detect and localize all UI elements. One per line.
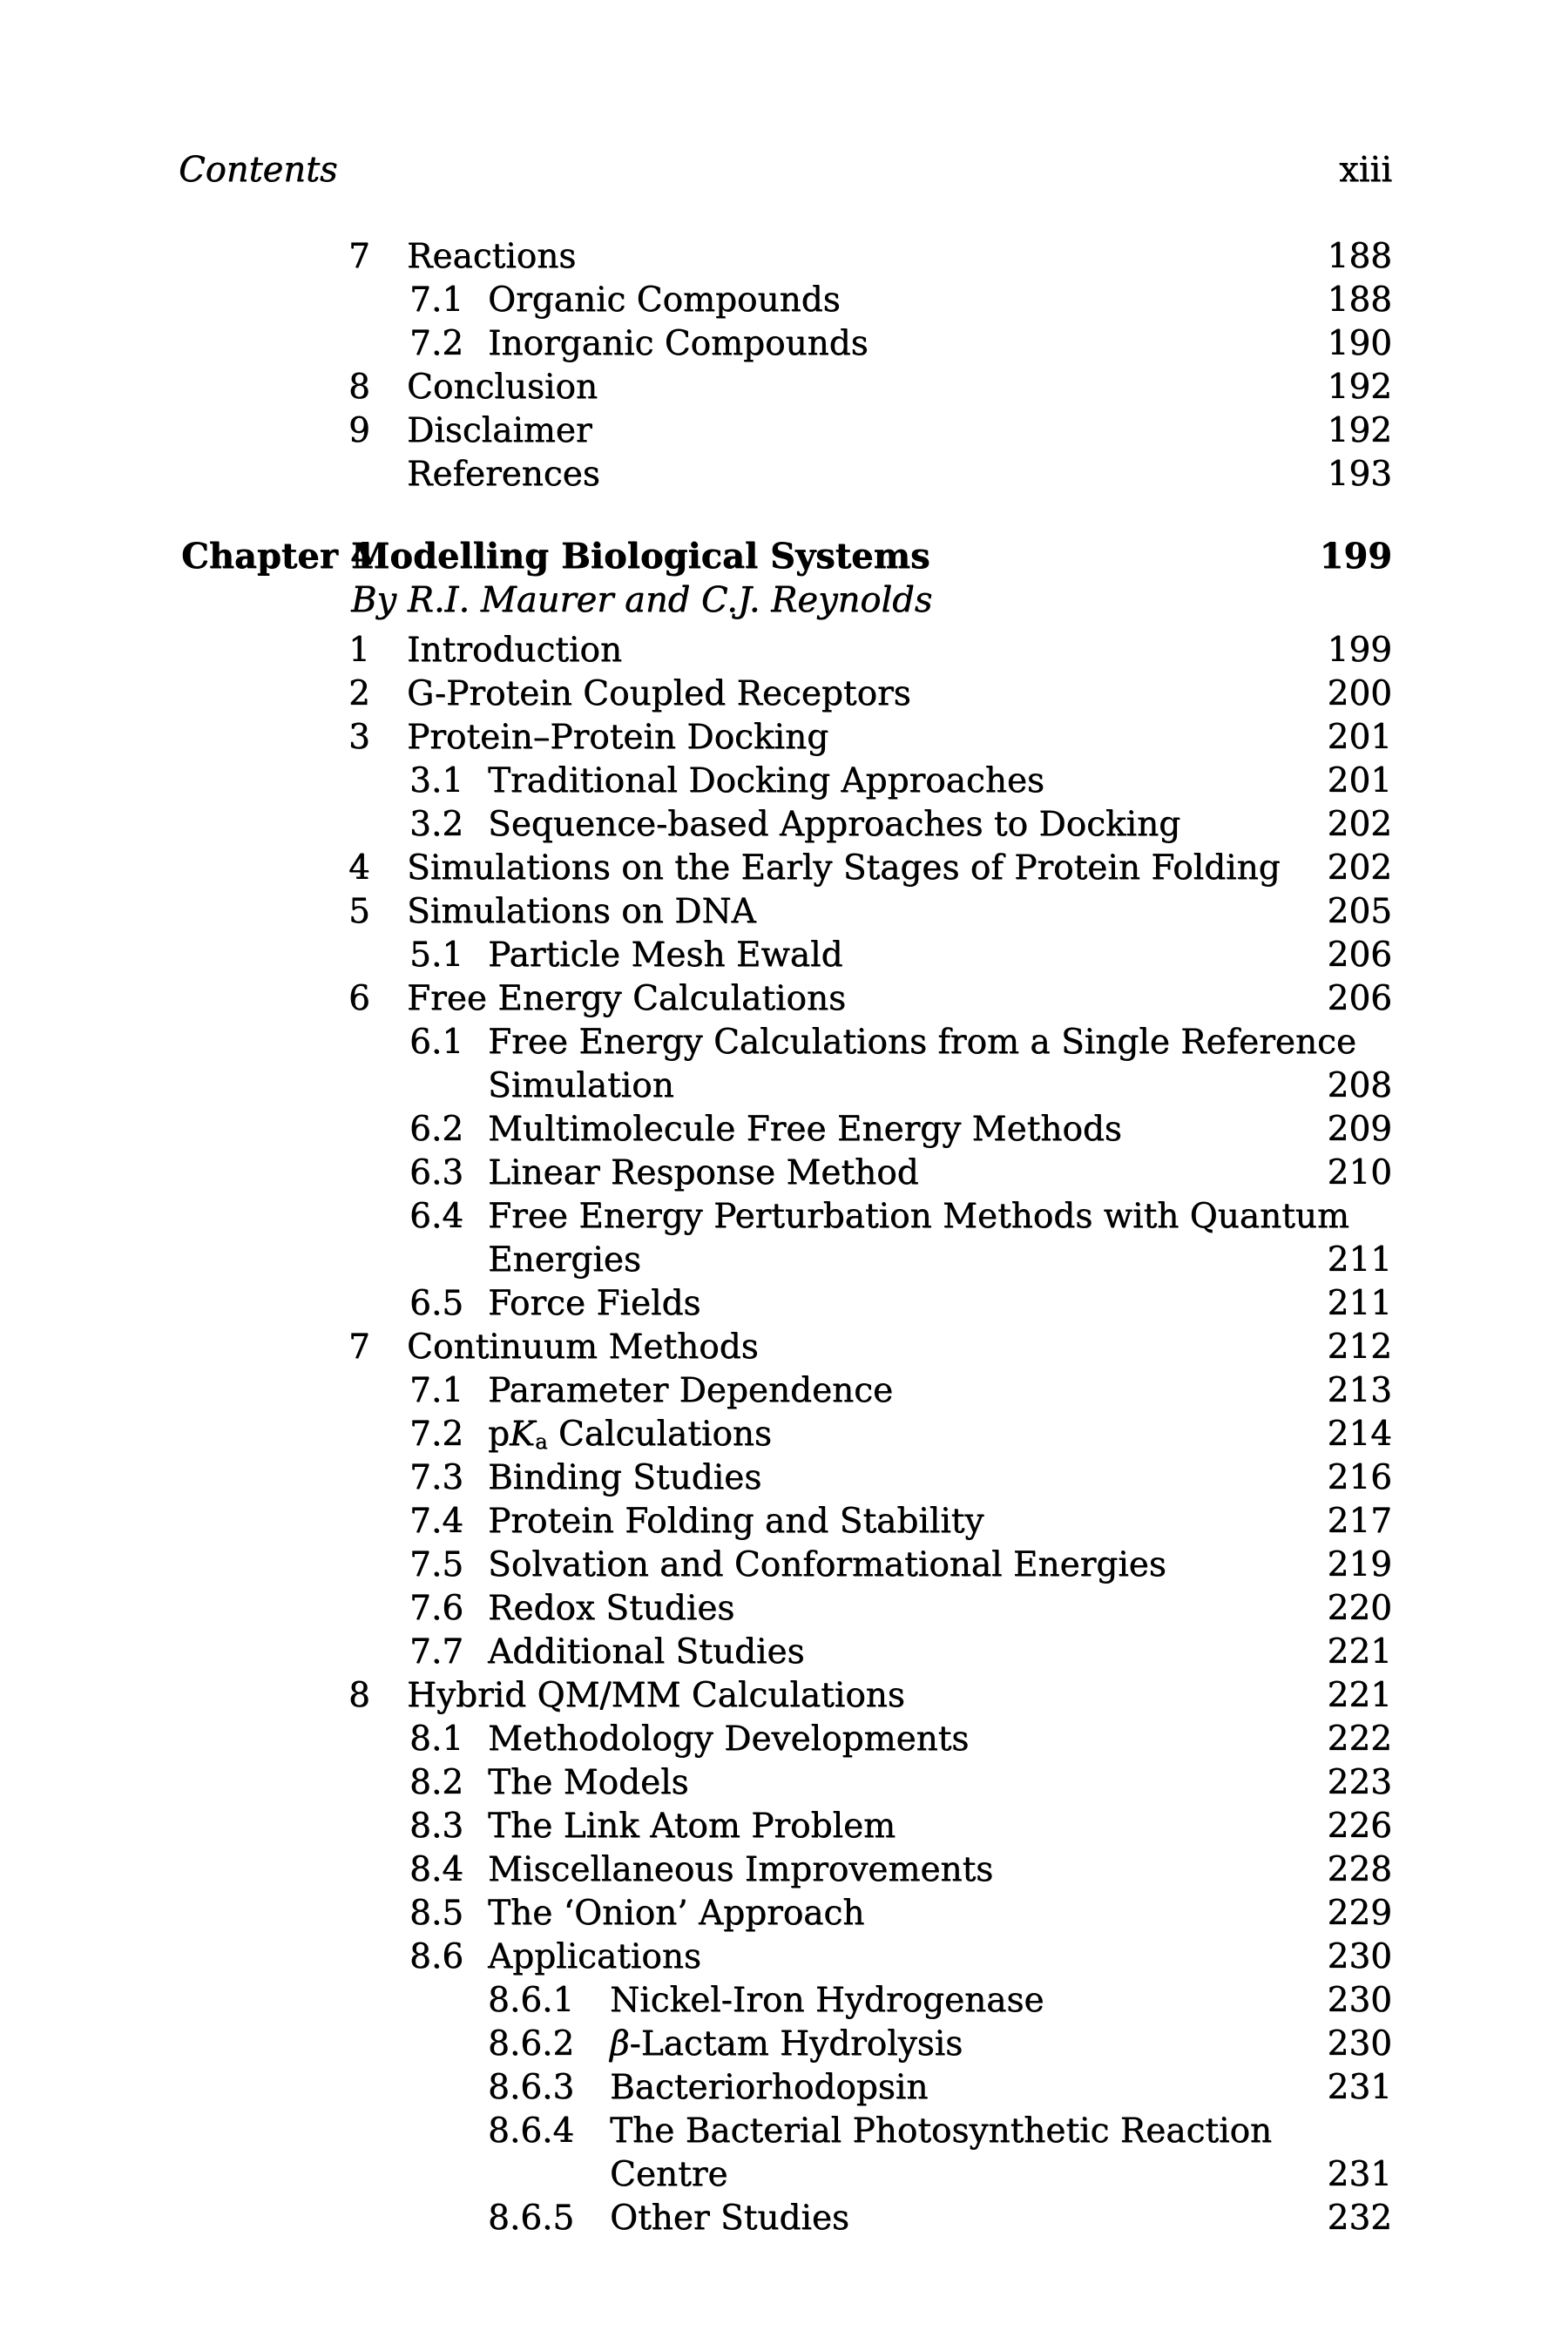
toc-row <box>0 1369 1568 1413</box>
page-number: 221 <box>1327 1676 1392 1715</box>
section-title: Simulations on the Early Stages of Protein Folding <box>407 848 1281 888</box>
page-number: 202 <box>1327 848 1392 888</box>
toc-row <box>0 1413 1568 1456</box>
toc-row <box>0 2023 1568 2066</box>
section-title: Protein Folding and Stability <box>488 1502 984 1541</box>
section-title: Conclusion <box>407 368 598 407</box>
section-number: 7.3 <box>409 1458 464 1497</box>
page-number: 217 <box>1327 1502 1392 1541</box>
page-number: 212 <box>1327 1328 1392 1367</box>
page-number: 206 <box>1327 936 1392 975</box>
toc-row <box>0 1152 1568 1195</box>
toc-row <box>0 1718 1568 1761</box>
section-number: 6 <box>348 979 370 1018</box>
toc-row <box>0 1892 1568 1936</box>
page-number: 201 <box>1327 718 1392 757</box>
chapter-heading <box>0 535 1568 578</box>
page-number: 230 <box>1327 1981 1392 2020</box>
section-number: 7.5 <box>409 1545 464 1584</box>
page-number: 220 <box>1327 1589 1392 1628</box>
toc-row <box>0 1674 1568 1718</box>
section-title-part: β <box>610 2024 630 2064</box>
section-title: Protein–Protein Docking <box>407 718 829 757</box>
page-number: 226 <box>1327 1807 1392 1846</box>
toc-row <box>0 1544 1568 1587</box>
toc-row <box>0 2153 1568 2197</box>
page-number: 190 <box>1327 324 1392 363</box>
page-number: 188 <box>1327 280 1392 320</box>
section-number: 8.6.2 <box>488 2024 575 2064</box>
section-title: Applications <box>488 1937 701 1976</box>
toc-row <box>0 1587 1568 1631</box>
page-number: 201 <box>1327 761 1392 801</box>
section-title: Particle Mesh Ewald <box>488 936 843 975</box>
section-number: 3.2 <box>409 805 464 844</box>
page-number: 230 <box>1327 2024 1392 2064</box>
toc-row <box>0 2066 1568 2110</box>
toc-row <box>0 629 1568 672</box>
toc-block-previous-chapter <box>0 235 1568 497</box>
chapter-author-row <box>0 578 1568 622</box>
page-number: 229 <box>1327 1894 1392 1933</box>
toc-row <box>0 322 1568 366</box>
section-title: Bacteriorhodopsin <box>610 2068 929 2107</box>
section-title: The Link Atom Problem <box>488 1807 896 1846</box>
page-number: 208 <box>1327 1066 1392 1105</box>
section-number: 8.5 <box>409 1894 464 1933</box>
page-number: 210 <box>1327 1153 1392 1192</box>
section-number: 8.3 <box>409 1807 464 1846</box>
toc-row <box>0 1064 1568 1108</box>
page-number: 221 <box>1327 1632 1392 1672</box>
toc-row <box>0 803 1568 847</box>
section-title: Inorganic Compounds <box>488 324 868 363</box>
section-title: The Bacterial Photosynthetic Reaction <box>610 2111 1273 2151</box>
section-title: Binding Studies <box>488 1458 762 1497</box>
page-number: 232 <box>1327 2199 1392 2238</box>
page-number: 188 <box>1327 237 1392 276</box>
section-title: Disclaimer <box>407 411 592 450</box>
section-number: 4 <box>348 848 370 888</box>
section-number: 8.6 <box>409 1937 464 1976</box>
section-title-part: Calculations <box>547 1415 772 1454</box>
page-number: 231 <box>1327 2155 1392 2194</box>
toc-row <box>0 847 1568 890</box>
section-number: 7.2 <box>409 324 464 363</box>
page-number: 192 <box>1327 368 1392 407</box>
toc-block-chapter-4 <box>0 629 1568 2240</box>
toc-row <box>0 2110 1568 2153</box>
section-title: Miscellaneous Improvements <box>488 1850 994 1889</box>
page-number: 200 <box>1327 674 1392 713</box>
toc-row <box>0 1456 1568 1500</box>
section-number: 6.4 <box>409 1197 464 1236</box>
section-title: Solvation and Conformational Energies <box>488 1545 1166 1584</box>
section-number: 8.1 <box>409 1719 464 1759</box>
section-title-part: p <box>488 1415 510 1454</box>
page-number: 205 <box>1327 892 1392 931</box>
section-number: 7.6 <box>409 1589 464 1628</box>
section-number: 7.2 <box>409 1415 464 1454</box>
page-number: 230 <box>1327 1937 1392 1976</box>
section-number: 7.7 <box>409 1632 464 1672</box>
toc-row <box>0 672 1568 716</box>
section-title: Parameter Dependence <box>488 1371 894 1410</box>
section-title: Simulation <box>488 1066 674 1105</box>
page-number: 219 <box>1327 1545 1392 1584</box>
toc-row <box>0 235 1568 279</box>
section-number: 7 <box>348 237 370 276</box>
toc-row <box>0 716 1568 760</box>
section-number: 5 <box>348 892 370 931</box>
chapter-label: Chapter 4 <box>181 536 375 577</box>
section-title: Force Fields <box>488 1284 701 1323</box>
section-title: G-Protein Coupled Receptors <box>407 674 911 713</box>
section-number: 8.4 <box>409 1850 464 1889</box>
chapter-title: Modelling Biological Systems <box>351 536 930 577</box>
page-number: 216 <box>1327 1458 1392 1497</box>
toc-row <box>0 279 1568 322</box>
section-title <box>610 2023 963 2066</box>
section-title: Sequence-based Approaches to Docking <box>488 805 1181 844</box>
toc-row <box>0 1239 1568 1282</box>
toc-row <box>0 1326 1568 1369</box>
section-title: The ‘Onion’ Approach <box>488 1894 865 1933</box>
section-title: Redox Studies <box>488 1589 735 1628</box>
section-title-part: K <box>509 1415 536 1454</box>
page-number: 223 <box>1327 1763 1392 1802</box>
page-number: 193 <box>1327 455 1392 494</box>
toc-row <box>0 1848 1568 1892</box>
page-number: 228 <box>1327 1850 1392 1889</box>
section-title: References <box>407 455 600 494</box>
running-header-title: Contents <box>179 150 338 190</box>
section-number: 3.1 <box>409 761 464 801</box>
toc-row <box>0 1021 1568 1064</box>
section-title: Multimolecule Free Energy Methods <box>488 1110 1122 1149</box>
section-title: Energies <box>488 1240 641 1280</box>
toc-row <box>0 1761 1568 1805</box>
section-title: The Models <box>488 1763 689 1802</box>
section-number: 7.1 <box>409 1371 464 1410</box>
section-title: Other Studies <box>610 2199 849 2238</box>
toc-row <box>0 1805 1568 1848</box>
toc-row <box>0 977 1568 1021</box>
section-number: 7 <box>348 1328 370 1367</box>
toc-row <box>0 453 1568 497</box>
section-title: Linear Response Method <box>488 1153 919 1192</box>
chapter-author: By R.I. Maurer and C.J. Reynolds <box>351 580 933 620</box>
section-number: 1 <box>348 631 370 670</box>
section-number: 6.3 <box>409 1153 464 1192</box>
section-title-part: -Lactam Hydrolysis <box>629 2024 963 2064</box>
section-number: 8.6.5 <box>488 2199 575 2238</box>
page-number: 206 <box>1327 979 1392 1018</box>
section-title: Reactions <box>407 237 577 276</box>
section-number: 3 <box>348 718 370 757</box>
section-number: 8.6.4 <box>488 2111 575 2151</box>
toc-row <box>0 760 1568 803</box>
section-title <box>488 1413 772 1460</box>
page-number: 213 <box>1327 1371 1392 1410</box>
section-title: Hybrid QM/MM Calculations <box>407 1676 905 1715</box>
toc-row <box>0 1195 1568 1239</box>
section-number: 8.2 <box>409 1763 464 1802</box>
page-number: 211 <box>1327 1284 1392 1323</box>
toc-row <box>0 1282 1568 1326</box>
toc-row <box>0 1936 1568 1979</box>
section-title: Introduction <box>407 631 622 670</box>
running-header-page-number: xiii <box>1339 150 1392 190</box>
section-title: Traditional Docking Approaches <box>488 761 1044 801</box>
page-number: 202 <box>1327 805 1392 844</box>
section-number: 8.6.1 <box>488 1981 575 2020</box>
section-title: Free Energy Calculations <box>407 979 846 1018</box>
section-number: 2 <box>348 674 370 713</box>
toc-row <box>0 409 1568 453</box>
section-number: 8 <box>348 1676 370 1715</box>
section-number: 5.1 <box>409 936 464 975</box>
section-title: Simulations on DNA <box>407 892 756 931</box>
section-title: Free Energy Calculations from a Single Reference <box>488 1023 1356 1062</box>
toc-row <box>0 1108 1568 1152</box>
page-number: 222 <box>1327 1719 1392 1759</box>
section-title: Continuum Methods <box>407 1328 759 1367</box>
section-number: 6.1 <box>409 1023 464 1062</box>
toc-row <box>0 934 1568 977</box>
section-title: Methodology Developments <box>488 1719 970 1759</box>
section-title: Additional Studies <box>488 1632 805 1672</box>
chapter-page-number: 199 <box>1319 536 1392 577</box>
toc-row <box>0 2197 1568 2240</box>
section-number: 6.2 <box>409 1110 464 1149</box>
toc-row <box>0 366 1568 409</box>
section-title: Organic Compounds <box>488 280 841 320</box>
section-title: Nickel-Iron Hydrogenase <box>610 1981 1044 2020</box>
section-title: Centre <box>610 2155 728 2194</box>
section-number: 9 <box>348 411 370 450</box>
page-number: 199 <box>1327 631 1392 670</box>
toc-row <box>0 890 1568 934</box>
toc-row <box>0 1979 1568 2023</box>
section-number: 7.1 <box>409 280 464 320</box>
section-title-part: a <box>535 1429 548 1455</box>
toc-row <box>0 1500 1568 1544</box>
section-number: 8 <box>348 368 370 407</box>
section-title: Free Energy Perturbation Methods with Quantum <box>488 1197 1349 1236</box>
page-number: 192 <box>1327 411 1392 450</box>
section-number: 7.4 <box>409 1502 464 1541</box>
page-number: 211 <box>1327 1240 1392 1280</box>
section-number: 6.5 <box>409 1284 464 1323</box>
page-number: 231 <box>1327 2068 1392 2107</box>
page-number: 214 <box>1327 1415 1392 1454</box>
section-number: 8.6.3 <box>488 2068 575 2107</box>
page-number: 209 <box>1327 1110 1392 1149</box>
toc-row <box>0 1631 1568 1674</box>
